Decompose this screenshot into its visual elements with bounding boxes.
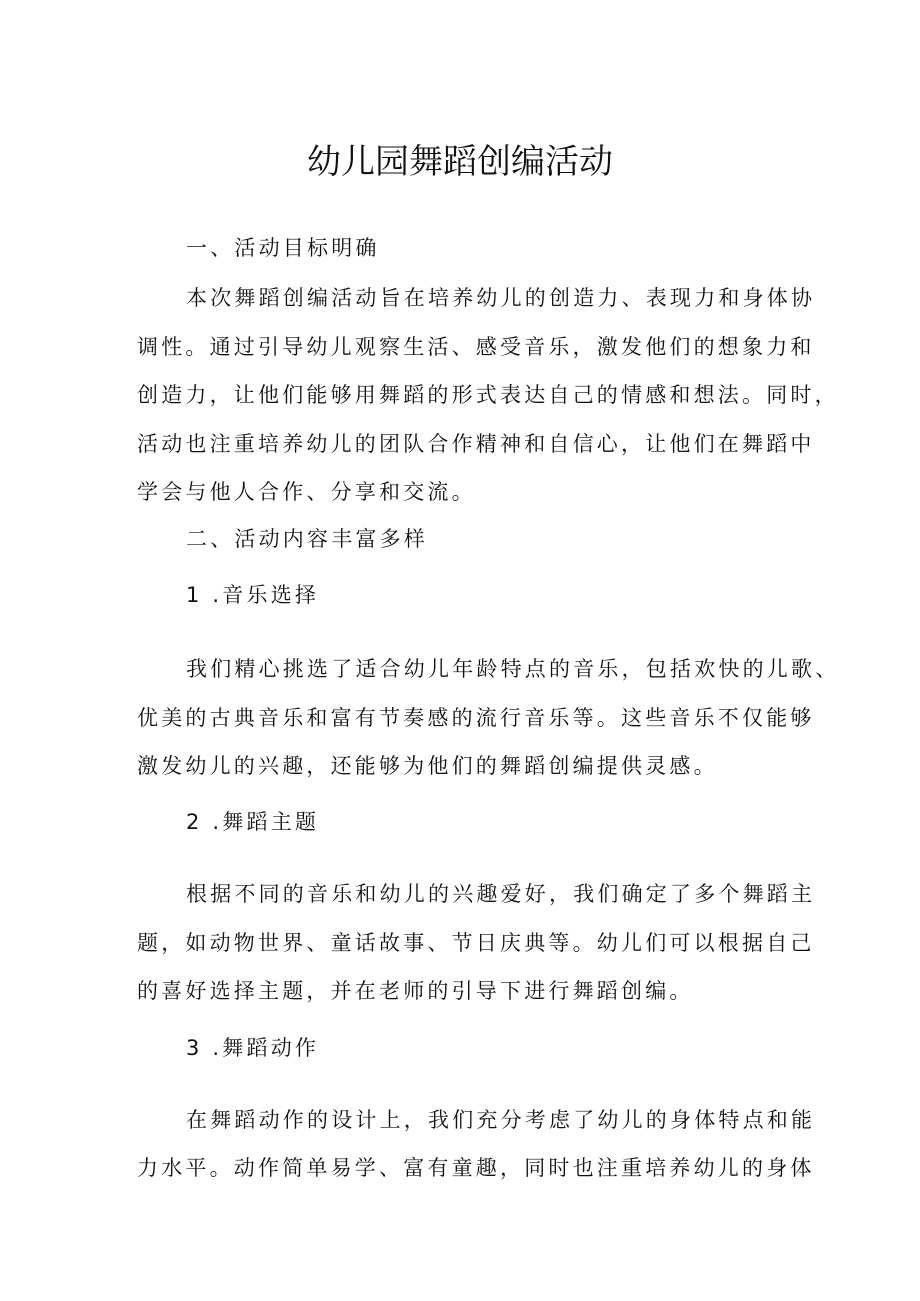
paragraph-line: 调性。通过引导幼儿观察生活、感受音乐，激发他们的想象力和 [137,335,815,359]
section-heading-1: 一、活动目标明确 [186,236,380,260]
paragraph-line: 我们精心挑选了适合幼儿年龄特点的音乐，包括欢快的儿歌、 [186,657,840,681]
section-heading-2: 二、活动内容丰富多样 [186,527,428,551]
paragraph-line: 激发幼儿的兴趣，还能够为他们的舞蹈创编提供灵感。 [137,754,718,778]
paragraph-line: 创造力，让他们能够用舞蹈的形式表达自己的情感和想法。同时， [137,383,839,407]
paragraph-line: 活动也注重培养幼儿的团队合作精神和自信心，让他们在舞蹈中 [137,432,815,456]
paragraph-line: 根据不同的音乐和幼儿的兴趣爱好，我们确定了多个舞蹈主 [186,882,816,906]
paragraph-line: 力水平。动作简单易学、富有童趣，同时也注重培养幼儿的身体 [137,1156,815,1180]
paragraph-line: 优美的古典音乐和富有节奏感的流行音乐等。这些音乐不仅能够 [137,706,815,730]
subsection-heading-2: 2 .舞蹈主题 [186,810,320,834]
paragraph-line: 的喜好选择主题，并在老师的引导下进行舞蹈创编。 [137,979,694,1003]
paragraph-line: 本次舞蹈创编活动旨在培养幼儿的创造力、表现力和身体协 [186,286,816,310]
paragraph-line: 题，如动物世界、童话故事、节日庆典等。幼儿们可以根据自己 [137,931,815,955]
document-title: 幼儿园舞蹈创编活动 [307,142,613,182]
subsection-heading-1: 1 .音乐选择 [186,583,320,607]
subsection-heading-3: 3 .舞蹈动作 [186,1036,320,1060]
paragraph-line: 学会与他人合作、分享和交流。 [137,480,476,504]
paragraph-line: 在舞蹈动作的设计上，我们充分考虑了幼儿的身体特点和能 [186,1108,816,1132]
